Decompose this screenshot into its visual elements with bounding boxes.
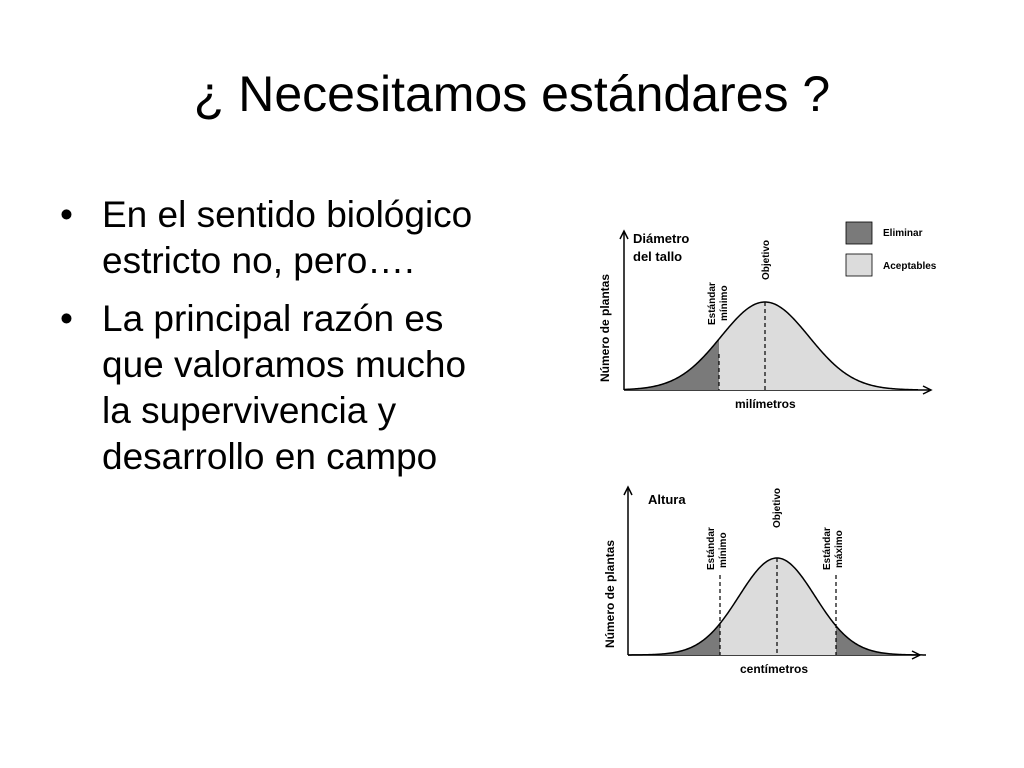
bullet-text: La principal razón es que valoramos mucho la supervivencia y desarrollo en campo: [102, 298, 467, 477]
height-diagram: [590, 480, 940, 680]
min-standard-label-2: mínimo: [718, 532, 729, 568]
max-standard-label-2: máximo: [834, 530, 845, 568]
bullet-item: [58, 296, 478, 480]
bullet-dot-icon: •: [60, 194, 73, 235]
figure-title-line1: Diámetro: [633, 231, 690, 246]
bullet-list: [58, 192, 478, 492]
acceptable-region: [719, 302, 918, 390]
bullet-text: En el sentido biológico estricto no, pero….: [102, 194, 473, 281]
acceptable-region: [720, 558, 836, 655]
target-label: Objetivo: [761, 239, 772, 280]
stem-diameter-diagram: [583, 212, 955, 414]
max-standard-label-1: Estándar: [822, 527, 833, 570]
figure-title: Altura: [648, 492, 686, 507]
height-figure: [590, 480, 940, 685]
legend-acceptable-label: Aceptables: [883, 261, 937, 272]
bullet-dot-icon: •: [60, 298, 73, 339]
min-standard-label-1: Estándar: [707, 282, 718, 325]
y-axis-label: Número de plantas: [598, 273, 612, 382]
min-standard-label-1: Estándar: [706, 527, 717, 570]
min-standard-label-2: mínimo: [719, 285, 730, 321]
eliminate-region: [624, 339, 719, 390]
slide-title: ¿ Necesitamos estándares ?: [193, 66, 831, 122]
bullet-item: [58, 192, 478, 284]
legend-eliminate-swatch: [846, 222, 872, 244]
target-label: Objetivo: [772, 487, 783, 528]
eliminate-region-low: [628, 624, 720, 655]
x-axis-label: centímetros: [740, 662, 809, 676]
legend-eliminate-label: Eliminar: [883, 228, 923, 239]
x-axis-label: milímetros: [735, 397, 796, 411]
stem-diameter-figure: [583, 212, 955, 419]
legend-acceptable-swatch: [846, 254, 872, 276]
figure-title-line2: del tallo: [633, 249, 683, 264]
y-axis-label: Número de plantas: [603, 539, 617, 648]
